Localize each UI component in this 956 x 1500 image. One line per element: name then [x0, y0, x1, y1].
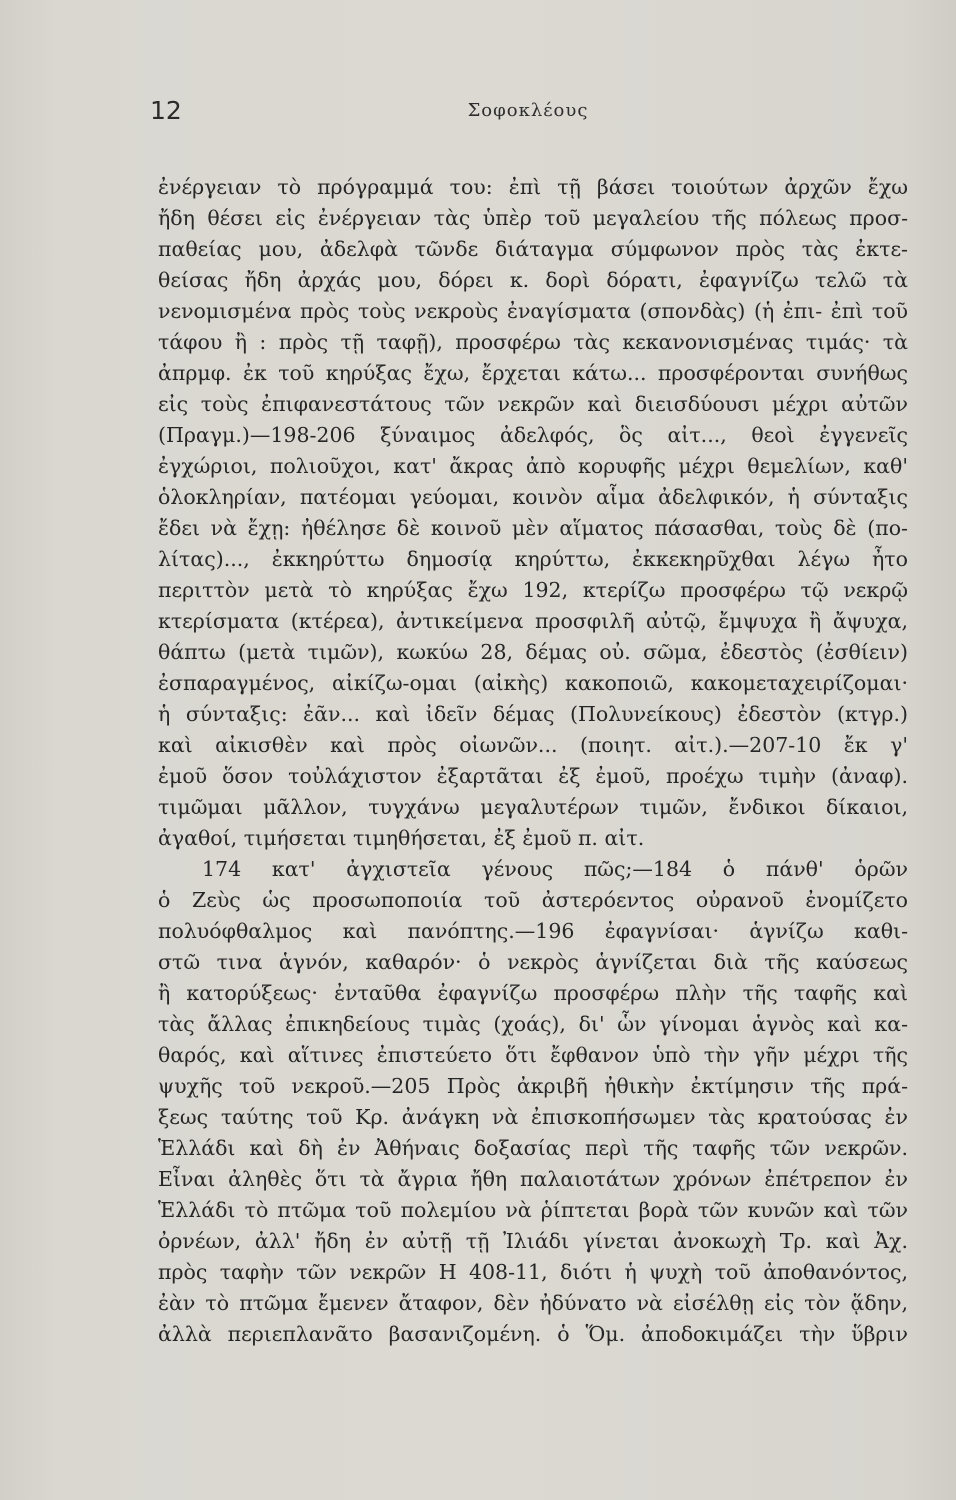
- text-line: τὰς ἄλλας ἐπικηδείους τιμὰς (χοάς), δι' ὧν γίνομαι ἁγνὸς καὶ κα-: [158, 1012, 908, 1036]
- page-header: [150, 96, 906, 136]
- text-line: (Πραγμ.)—198-206 ξύναιμος ἀδελφός, ὃς αἰτ..., θεοὶ ἐγγενεῖς: [158, 423, 908, 447]
- text-line: θείσας ἤδη ἀρχάς μου, δόρει κ. δορὶ δόρατι, ἐφαγνίζω τελῶ τὰ: [158, 268, 908, 292]
- text-line: ξεως ταύτης τοῦ Κρ. ἀνάγκη νὰ ἐπισκοπήσωμεν τὰς κρατούσας ἐν: [158, 1105, 908, 1129]
- text-line: στῶ τινα ἁγνόν, καθαρόν· ὁ νεκρὸς ἁγνίζεται διὰ τῆς καύσεως: [158, 950, 908, 974]
- text-line: περιττὸν μετὰ τὸ κηρύξας ἔχω 192, κτερίζω προσφέρω τῷ νεκρῷ: [158, 578, 908, 602]
- text-line: πρὸς ταφὴν τῶν νεκρῶν Η 408-11, διότι ἡ ψυχὴ τοῦ ἀποθανόντος,: [158, 1260, 908, 1284]
- text-line: Ἑλλάδι τὸ πτῶμα τοῦ πολεμίου νὰ ῥίπτεται βορὰ τῶν κυνῶν καὶ τῶν: [158, 1198, 908, 1222]
- text-line: Ἑλλάδι καὶ δὴ ἐν Ἀθήναις δοξασίας περὶ τῆς ταφῆς τῶν νεκρῶν.: [158, 1136, 908, 1160]
- running-title: Σοφοκλέους: [467, 100, 589, 121]
- text-line: ὁλοκληρίαν, πατέομαι γεύομαι, κοινὸν αἷμα ἀδελφικόν, ἡ σύνταξις: [158, 485, 908, 509]
- text-line: ἀπρμφ. ἐκ τοῦ κηρύξας ἔχω, ἔρχεται κάτω... προσφέρονται συνήθως: [158, 361, 908, 385]
- text-line: ἀλλὰ περιεπλανᾶτο βασανιζομένη. ὁ Ὅμ. ἀποδοκιμάζει τὴν ὕβριν: [158, 1322, 908, 1346]
- text-line: ἐσπαραγμένος, αἰκίζω-ομαι (αἰκὴς) κακοποιῶ, κακομεταχειρίζομαι·: [158, 671, 908, 695]
- text-line: ὁ Ζεὺς ὡς προσωποποιία τοῦ ἀστερόεντος οὐρανοῦ ἐνομίζετο: [158, 888, 908, 912]
- text-line: ψυχῆς τοῦ νεκροῦ.—205 Πρὸς ἀκριβῆ ἠθικὴν ἐκτίμησιν τῆς πρά-: [158, 1074, 908, 1098]
- text-line: ὀρνέων, ἀλλ' ἤδη ἐν αὐτῇ τῇ Ἰλιάδι γίνεται ἀνοκωχὴ Τρ. καὶ Ἀχ.: [158, 1229, 908, 1253]
- text-line: λίτας)..., ἐκκηρύττω δημοσίᾳ κηρύττω, ἐκκεκηρῦχθαι λέγω ἦτο: [158, 547, 908, 571]
- text-line: κτερίσματα (κτέρεα), ἀντικείμενα προσφιλῆ αὐτῷ, ἔμψυχα ἢ ἄψυχα,: [158, 609, 908, 633]
- text-line: ἐγχώριοι, πολιοῦχοι, κατ' ἄκρας ἀπὸ κορυφῆς μέχρι θεμελίων, καθ': [158, 454, 908, 478]
- text-line: καὶ αἰκισθὲν καὶ πρὸς οἰωνῶν... (ποιητ. αἰτ.).—207-10 ἔκ γ': [158, 733, 908, 757]
- text-line: ἢ κατορύξεως· ἐνταῦθα ἐφαγνίζω προσφέρω πλὴν τῆς ταφῆς καὶ: [158, 981, 908, 1005]
- text-line: 174 κατ' ἀγχιστεῖα γένους πῶς;—184 ὁ πάνθ' ὁρῶν: [202, 857, 908, 881]
- text-line: θάπτω (μετὰ τιμῶν), κωκύω 28, δέμας οὐ. σῶμα, ἐδεστὸς (ἐσθίειν): [158, 640, 908, 664]
- text-line: ἔδει νὰ ἔχῃ: ἠθέλησε δὲ κοινοῦ μὲν αἵματος πάσασθαι, τοὺς δὲ (πο-: [158, 516, 908, 540]
- text-line: Εἶναι ἀληθὲς ὅτι τὰ ἄγρια ἤθη παλαιοτάτων χρόνων ἐπέτρεπον ἐν: [158, 1167, 908, 1191]
- page-number: 12: [150, 96, 182, 125]
- commentary-text: [158, 172, 908, 1350]
- text-line: παθείας μου, ἀδελφὰ τῶνδε διάταγμα σύμφωνον πρὸς τὰς ἐκτε-: [158, 237, 908, 261]
- text-line: θαρός, καὶ αἵτινες ἐπιστεύετο ὅτι ἔφθανον ὑπὸ τὴν γῆν μέχρι τῆς: [158, 1043, 908, 1067]
- text-line: ἐνέργειαν τὸ πρόγραμμά του: ἐπὶ τῇ βάσει τοιούτων ἀρχῶν ἔχω: [158, 175, 908, 199]
- text-line: ἤδη θέσει εἰς ἐνέργειαν τὰς ὑπὲρ τοῦ μεγαλείου τῆς πόλεως προσ-: [158, 206, 908, 230]
- text-line: ἀγαθοί, τιμήσεται τιμηθήσεται, ἐξ ἐμοῦ π. αἰτ.: [158, 826, 645, 850]
- text-line: νενομισμένα πρὸς τοὺς νεκροὺς ἐναγίσματα (σπονδὰς) (ἡ ἐπι- ἐπὶ τοῦ: [158, 299, 908, 323]
- text-line: πολυόφθαλμος καὶ πανόπτης.—196 ἐφαγνίσαι· ἁγνίζω καθι-: [158, 919, 908, 943]
- text-line: τάφου ἢ : πρὸς τῇ ταφῇ), προσφέρω τὰς κεκανονισμένας τιμάς· τὰ: [158, 330, 908, 354]
- text-line: τιμῶμαι μᾶλλον, τυγχάνω μεγαλυτέρων τιμῶν, ἔνδικοι δίκαιοι,: [158, 795, 908, 819]
- text-line: ἐμοῦ ὅσον τοὐλάχιστον ἐξαρτᾶται ἐξ ἐμοῦ, προέχω τιμὴν (ἀναφ).: [158, 764, 908, 788]
- text-line: ἡ σύνταξις: ἐᾶν... καὶ ἰδεῖν δέμας (Πολυνείκους) ἐδεστὸν (κτγρ.): [158, 702, 908, 726]
- text-line: ἐὰν τὸ πτῶμα ἔμενεν ἄταφον, δὲν ἠδύνατο νὰ εἰσέλθῃ εἰς τὸν ᾅδην,: [158, 1291, 908, 1315]
- text-line: εἰς τοὺς ἐπιφανεστάτους τῶν νεκρῶν καὶ διεισδύουσι μέχρι αὐτῶν: [158, 392, 908, 416]
